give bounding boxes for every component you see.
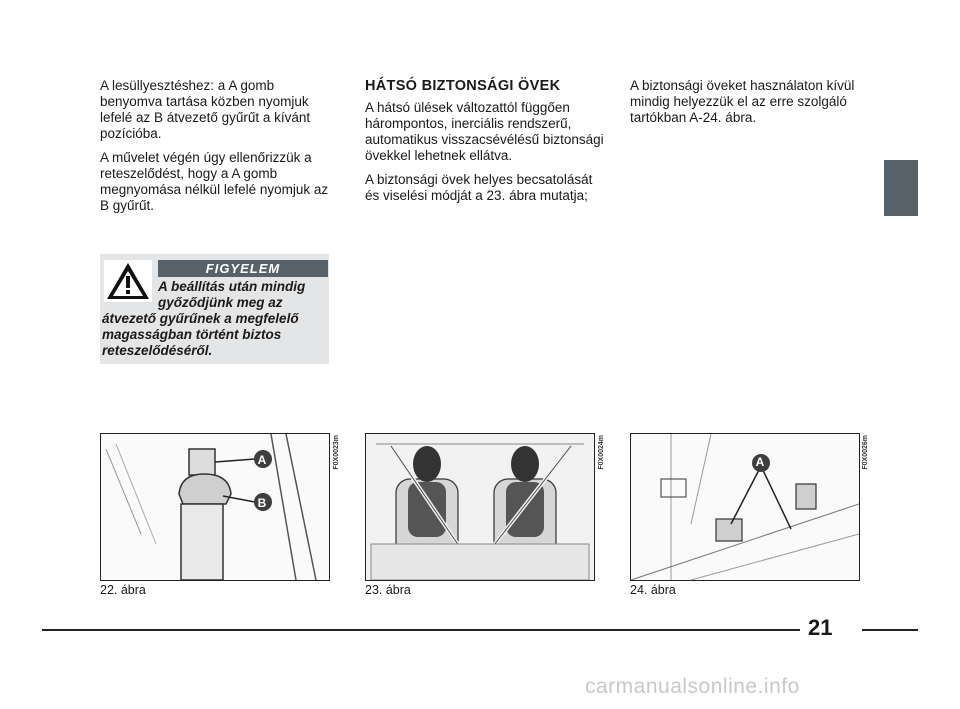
paragraph: A biztonsági öveket használaton kívül mindig helyezzük el az erre szolgáló tartókban A-24. ábra. [630, 78, 855, 125]
warning-text [102, 279, 327, 359]
section-heading: HÁTSÓ BIZTONSÁGI ÖVEK [365, 78, 561, 94]
warning-title: FIGYELEM [158, 260, 328, 277]
warning-line: A beállítás után mindig [158, 279, 306, 294]
figure-code: F0X0026m [862, 435, 869, 470]
figure-23 [365, 433, 595, 581]
text-column-2 [365, 78, 605, 212]
page-number: 21 [808, 615, 833, 640]
text-column-1 [100, 78, 340, 222]
footer-rule [42, 629, 800, 631]
figure-caption: 22. ábra [100, 583, 146, 597]
figure-label-a: A [257, 453, 267, 467]
watermark: carmanualsonline.info [585, 675, 800, 698]
figure-code: F0X0023m [333, 435, 340, 470]
warning-line: győződjünk meg az [158, 295, 283, 310]
seatbelt-holder-illustration [631, 434, 859, 580]
paragraph: A lesüllyesztéshez: a A gomb benyomva tartása közben nyomjuk lefelé az B átvezető gyűrűt a kívánt pozícióba. [100, 78, 311, 141]
figure-label-b: B [257, 496, 267, 510]
seatbelt-adjuster-illustration [101, 434, 329, 580]
warning-line: átvezető gyűrűnek a megfelelő magasságban történt biztos reteszelődéséről. [102, 311, 299, 358]
figure-24 [630, 433, 860, 581]
figure-caption: 24. ábra [630, 583, 676, 597]
figure-label-a: A [755, 455, 765, 469]
figure-22 [100, 433, 330, 581]
rear-seatbelts-illustration [366, 434, 594, 580]
footer-rule [862, 629, 918, 631]
figure-code: F0X0024m [598, 435, 605, 470]
text-column-3 [630, 78, 870, 134]
paragraph: A biztonsági övek helyes becsatolását és viselési módját a 23. ábra mutatja; [365, 172, 593, 203]
paragraph: A hátsó ülések változattól függően hárompontos, inerciális rendszerű, automatikus visszacsévélésű biztonsági övekkel lehetnek ellátva. [365, 100, 604, 163]
section-tab-marker [884, 160, 918, 216]
paragraph: A művelet végén úgy ellenőrizzük a reteszelődést, hogy a A gomb megnyomása nélkül lefelé nyomjuk az B gyűrűt. [100, 150, 329, 213]
figure-caption: 23. ábra [365, 583, 411, 597]
